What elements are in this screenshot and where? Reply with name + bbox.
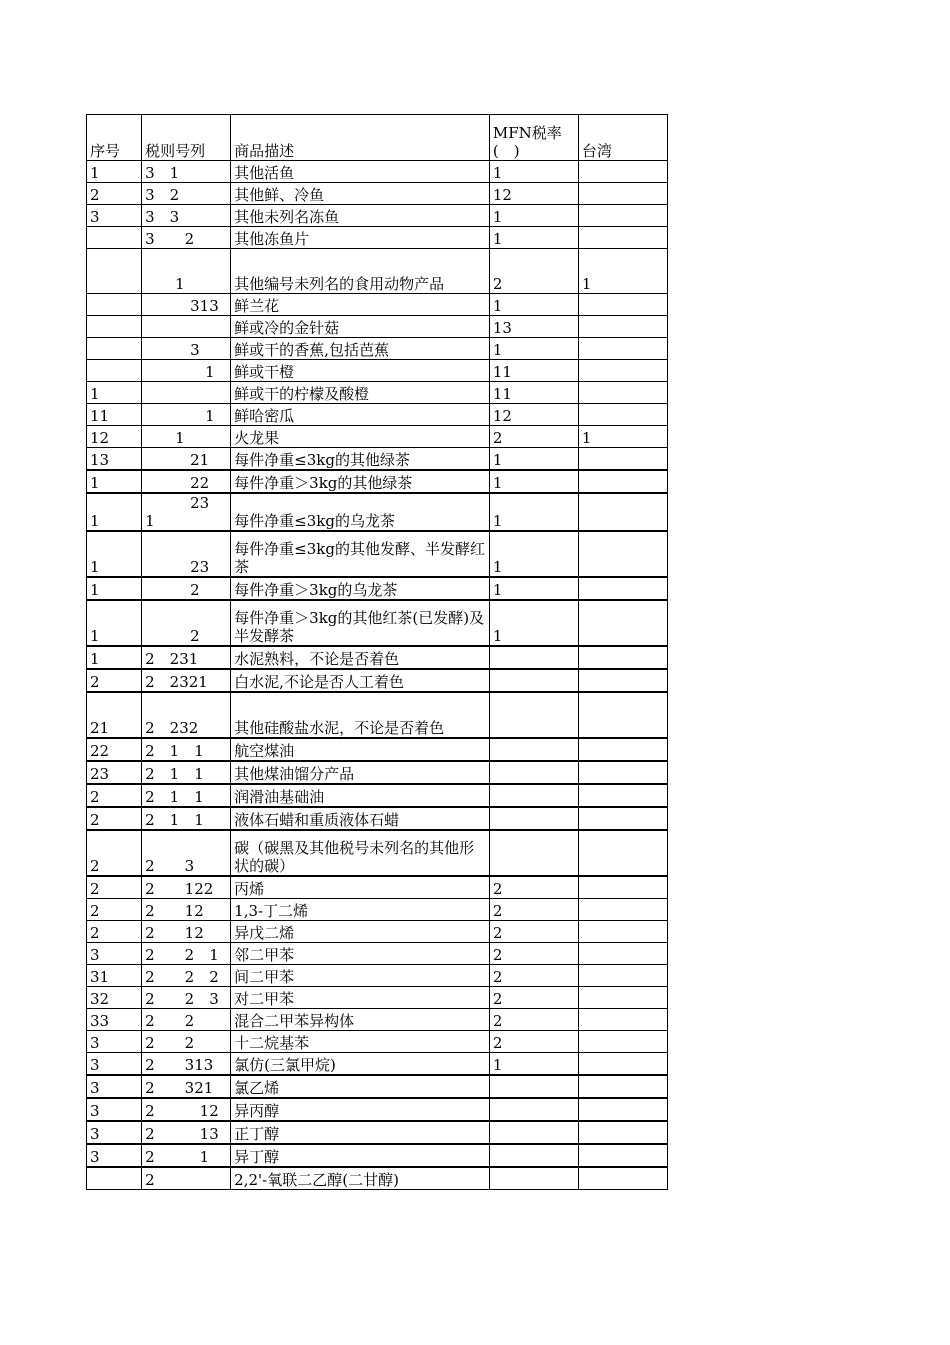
cell-no: 3	[87, 1098, 142, 1121]
cell-tw	[578, 646, 667, 669]
cell-desc: 其他活鱼	[231, 161, 490, 183]
cell-no: 1	[87, 470, 142, 493]
cell-code: 2 232	[142, 692, 231, 738]
cell-mfn: 2	[489, 1031, 578, 1053]
cell-desc: 异丁醇	[231, 1144, 490, 1167]
cell-no: 3	[87, 1121, 142, 1144]
cell-code: 2 122	[142, 876, 231, 899]
cell-desc: 鲜兰花	[231, 294, 490, 316]
cell-desc: 十二烷基苯	[231, 1031, 490, 1053]
cell-tw	[578, 360, 667, 382]
cell-desc: 液体石蜡和重质液体石蜡	[231, 807, 490, 830]
table-row	[87, 470, 668, 493]
cell-tw	[578, 470, 667, 493]
cell-mfn: 1	[489, 1053, 578, 1076]
cell-mfn: 1	[489, 338, 578, 360]
header-tw: 台湾	[578, 115, 667, 161]
cell-no	[87, 249, 142, 294]
table-row	[87, 669, 668, 692]
cell-no	[87, 227, 142, 249]
cell-no: 2	[87, 899, 142, 921]
cell-no: 1	[87, 531, 142, 577]
cell-mfn: 2	[489, 426, 578, 448]
cell-tw	[578, 1031, 667, 1053]
cell-tw	[578, 876, 667, 899]
table-row	[87, 577, 668, 600]
cell-mfn: 2	[489, 987, 578, 1009]
cell-code: 23	[142, 531, 231, 577]
cell-mfn: 1	[489, 205, 578, 227]
cell-tw	[578, 227, 667, 249]
cell-mfn	[489, 738, 578, 761]
table-row	[87, 1098, 668, 1121]
cell-code: 2 13	[142, 1121, 231, 1144]
table-row	[87, 1144, 668, 1167]
cell-desc: 火龙果	[231, 426, 490, 448]
cell-tw	[578, 205, 667, 227]
cell-code: 22	[142, 470, 231, 493]
cell-mfn: 2	[489, 249, 578, 294]
cell-desc: 其他未列名冻鱼	[231, 205, 490, 227]
cell-no: 1	[87, 493, 142, 531]
header-mfn: MFN税率 ( )	[489, 115, 578, 161]
cell-no: 2	[87, 784, 142, 807]
cell-no: 2	[87, 669, 142, 692]
tariff-table	[86, 114, 668, 1190]
cell-desc: 其他鲜、冷鱼	[231, 183, 490, 205]
table-row	[87, 426, 668, 448]
cell-code: 2	[142, 600, 231, 646]
cell-tw	[578, 669, 667, 692]
cell-desc: 水泥熟料，不论是否着色	[231, 646, 490, 669]
table-row	[87, 692, 668, 738]
table-row	[87, 183, 668, 205]
cell-desc: 每件净重≤3kg的其他绿茶	[231, 448, 490, 471]
cell-tw	[578, 531, 667, 577]
cell-code: 2 1 1	[142, 738, 231, 761]
cell-desc: 其他编号未列名的食用动物产品	[231, 249, 490, 294]
cell-mfn: 12	[489, 183, 578, 205]
cell-mfn	[489, 784, 578, 807]
cell-tw	[578, 404, 667, 426]
cell-mfn: 1	[489, 531, 578, 577]
cell-mfn	[489, 692, 578, 738]
cell-desc: 碳（碳黑及其他税号未列名的其他形状的碳）	[231, 830, 490, 876]
table-row	[87, 784, 668, 807]
header-no: 序号	[87, 115, 142, 161]
cell-tw	[578, 987, 667, 1009]
cell-tw	[578, 1098, 667, 1121]
cell-desc: 每件净重＞3kg的其他红茶(已发酵)及半发酵茶	[231, 600, 490, 646]
table-row	[87, 899, 668, 921]
cell-mfn: 1	[489, 161, 578, 183]
cell-code: 2 313	[142, 1053, 231, 1076]
cell-no: 3	[87, 1075, 142, 1098]
cell-code: 2 2 3	[142, 987, 231, 1009]
cell-mfn	[489, 761, 578, 784]
cell-desc: 润滑油基础油	[231, 784, 490, 807]
table-row	[87, 227, 668, 249]
table-body	[87, 115, 668, 1190]
table-row	[87, 382, 668, 404]
cell-no: 22	[87, 738, 142, 761]
cell-no: 32	[87, 987, 142, 1009]
cell-no	[87, 360, 142, 382]
cell-code: 2 2	[142, 1009, 231, 1031]
cell-mfn: 2	[489, 965, 578, 987]
cell-code: 3 1	[142, 161, 231, 183]
cell-code: 21	[142, 448, 231, 471]
cell-mfn	[489, 830, 578, 876]
cell-tw	[578, 1009, 667, 1031]
cell-desc: 鲜或干的柠檬及酸橙	[231, 382, 490, 404]
cell-mfn: 1	[489, 448, 578, 471]
cell-mfn	[489, 1075, 578, 1098]
cell-no: 2	[87, 830, 142, 876]
table-row	[87, 360, 668, 382]
table-row	[87, 738, 668, 761]
cell-code: 23 1	[142, 493, 231, 531]
cell-desc: 每件净重≤3kg的其他发酵、半发酵红茶	[231, 531, 490, 577]
table-row	[87, 943, 668, 965]
table-row	[87, 1009, 668, 1031]
cell-tw	[578, 1075, 667, 1098]
cell-code: 1	[142, 249, 231, 294]
cell-mfn: 12	[489, 404, 578, 426]
cell-desc: 鲜或冷的金针菇	[231, 316, 490, 338]
cell-code: 2 231	[142, 646, 231, 669]
cell-desc: 1,3-丁二烯	[231, 899, 490, 921]
cell-tw	[578, 921, 667, 943]
cell-mfn: 2	[489, 899, 578, 921]
table-row	[87, 965, 668, 987]
cell-mfn: 11	[489, 360, 578, 382]
cell-code: 2 2321	[142, 669, 231, 692]
cell-code: 1	[142, 360, 231, 382]
cell-tw	[578, 965, 667, 987]
cell-tw	[578, 161, 667, 183]
cell-mfn	[489, 1098, 578, 1121]
cell-tw	[578, 761, 667, 784]
cell-tw	[578, 807, 667, 830]
table-row	[87, 404, 668, 426]
cell-no: 33	[87, 1009, 142, 1031]
table-row	[87, 1121, 668, 1144]
cell-no: 1	[87, 161, 142, 183]
cell-desc: 每件净重＞3kg的乌龙茶	[231, 577, 490, 600]
cell-mfn: 1	[489, 227, 578, 249]
cell-no: 3	[87, 943, 142, 965]
cell-code: 3 2	[142, 227, 231, 249]
cell-desc: 异丙醇	[231, 1098, 490, 1121]
cell-tw: 1	[578, 426, 667, 448]
cell-code: 2 1	[142, 1144, 231, 1167]
cell-desc: 异戊二烯	[231, 921, 490, 943]
cell-tw	[578, 382, 667, 404]
header-code: 税则号列	[142, 115, 231, 161]
cell-code: 2	[142, 1167, 231, 1190]
cell-mfn: 2	[489, 876, 578, 899]
cell-tw	[578, 692, 667, 738]
table-row	[87, 830, 668, 876]
cell-no: 3	[87, 1031, 142, 1053]
cell-code: 2 1 1	[142, 784, 231, 807]
table-row	[87, 338, 668, 360]
cell-desc: 丙烯	[231, 876, 490, 899]
table-row	[87, 987, 668, 1009]
cell-no: 31	[87, 965, 142, 987]
cell-code: 1	[142, 404, 231, 426]
cell-mfn	[489, 1121, 578, 1144]
cell-code: 313	[142, 294, 231, 316]
cell-tw	[578, 784, 667, 807]
cell-mfn: 1	[489, 493, 578, 531]
cell-desc: 其他硅酸盐水泥，不论是否着色	[231, 692, 490, 738]
cell-mfn	[489, 1167, 578, 1190]
cell-desc: 2,2'-氧联二乙醇(二甘醇)	[231, 1167, 490, 1190]
cell-desc: 鲜哈密瓜	[231, 404, 490, 426]
cell-code: 3 2	[142, 183, 231, 205]
cell-no: 2	[87, 921, 142, 943]
cell-code: 3 3	[142, 205, 231, 227]
cell-code: 2 3	[142, 830, 231, 876]
cell-no: 2	[87, 876, 142, 899]
cell-mfn: 2	[489, 921, 578, 943]
cell-tw	[578, 1144, 667, 1167]
cell-mfn	[489, 1144, 578, 1167]
cell-desc: 氯仿(三氯甲烷)	[231, 1053, 490, 1076]
cell-code: 2 12	[142, 1098, 231, 1121]
cell-tw: 1	[578, 249, 667, 294]
cell-mfn	[489, 646, 578, 669]
cell-no: 2	[87, 807, 142, 830]
cell-mfn: 1	[489, 577, 578, 600]
cell-mfn: 2	[489, 1009, 578, 1031]
table-row	[87, 761, 668, 784]
cell-desc: 白水泥,不论是否人工着色	[231, 669, 490, 692]
table-row	[87, 448, 668, 471]
cell-tw	[578, 738, 667, 761]
cell-no: 13	[87, 448, 142, 471]
cell-mfn	[489, 669, 578, 692]
cell-code: 2 12	[142, 921, 231, 943]
header-row	[87, 115, 668, 161]
cell-desc: 每件净重≤3kg的乌龙茶	[231, 493, 490, 531]
cell-desc: 其他煤油馏分产品	[231, 761, 490, 784]
cell-tw	[578, 943, 667, 965]
table-row	[87, 876, 668, 899]
cell-tw	[578, 1121, 667, 1144]
cell-no: 1	[87, 577, 142, 600]
cell-no: 21	[87, 692, 142, 738]
cell-tw	[578, 830, 667, 876]
table-row	[87, 249, 668, 294]
cell-code: 3	[142, 338, 231, 360]
cell-no	[87, 294, 142, 316]
table-row	[87, 316, 668, 338]
cell-mfn: 11	[489, 382, 578, 404]
cell-desc: 鲜或干的香蕉,包括芭蕉	[231, 338, 490, 360]
cell-desc: 每件净重＞3kg的其他绿茶	[231, 470, 490, 493]
cell-code	[142, 316, 231, 338]
cell-no: 11	[87, 404, 142, 426]
table-row	[87, 1075, 668, 1098]
cell-tw	[578, 600, 667, 646]
cell-tw	[578, 448, 667, 471]
table-row	[87, 493, 668, 531]
cell-desc: 氯乙烯	[231, 1075, 490, 1098]
cell-tw	[578, 294, 667, 316]
cell-code: 1	[142, 426, 231, 448]
table-row	[87, 531, 668, 577]
cell-desc: 对二甲苯	[231, 987, 490, 1009]
table-row	[87, 205, 668, 227]
cell-no: 1	[87, 646, 142, 669]
cell-code: 2 321	[142, 1075, 231, 1098]
table-row	[87, 600, 668, 646]
cell-tw	[578, 338, 667, 360]
cell-no: 23	[87, 761, 142, 784]
cell-code: 2	[142, 577, 231, 600]
cell-code: 2 2 1	[142, 943, 231, 965]
table-row	[87, 807, 668, 830]
cell-tw	[578, 899, 667, 921]
cell-desc: 混合二甲苯异构体	[231, 1009, 490, 1031]
table-row	[87, 1167, 668, 1190]
table-row	[87, 294, 668, 316]
cell-mfn	[489, 807, 578, 830]
cell-mfn: 1	[489, 470, 578, 493]
table-row	[87, 161, 668, 183]
cell-no: 3	[87, 1053, 142, 1076]
table-row	[87, 1031, 668, 1053]
table-row	[87, 646, 668, 669]
cell-tw	[578, 1053, 667, 1076]
cell-tw	[578, 493, 667, 531]
cell-mfn: 1	[489, 600, 578, 646]
cell-desc: 其他冻鱼片	[231, 227, 490, 249]
cell-tw	[578, 1167, 667, 1190]
cell-desc: 间二甲苯	[231, 965, 490, 987]
cell-code	[142, 382, 231, 404]
table-row	[87, 921, 668, 943]
cell-no	[87, 338, 142, 360]
cell-code: 2 12	[142, 899, 231, 921]
cell-mfn: 1	[489, 294, 578, 316]
cell-no: 3	[87, 205, 142, 227]
cell-mfn: 2	[489, 943, 578, 965]
cell-mfn: 13	[489, 316, 578, 338]
cell-no	[87, 1167, 142, 1190]
cell-code: 2 2 2	[142, 965, 231, 987]
cell-tw	[578, 577, 667, 600]
cell-no: 2	[87, 183, 142, 205]
cell-no	[87, 316, 142, 338]
table-row	[87, 1053, 668, 1076]
cell-no: 1	[87, 382, 142, 404]
header-desc: 商品描述	[231, 115, 490, 161]
cell-desc: 正丁醇	[231, 1121, 490, 1144]
cell-code: 2 1 1	[142, 761, 231, 784]
cell-desc: 邻二甲苯	[231, 943, 490, 965]
cell-tw	[578, 316, 667, 338]
cell-code: 2 1 1	[142, 807, 231, 830]
cell-no: 3	[87, 1144, 142, 1167]
cell-desc: 鲜或干橙	[231, 360, 490, 382]
cell-code: 2 2	[142, 1031, 231, 1053]
cell-desc: 航空煤油	[231, 738, 490, 761]
cell-tw	[578, 183, 667, 205]
cell-no: 1	[87, 600, 142, 646]
cell-no: 12	[87, 426, 142, 448]
